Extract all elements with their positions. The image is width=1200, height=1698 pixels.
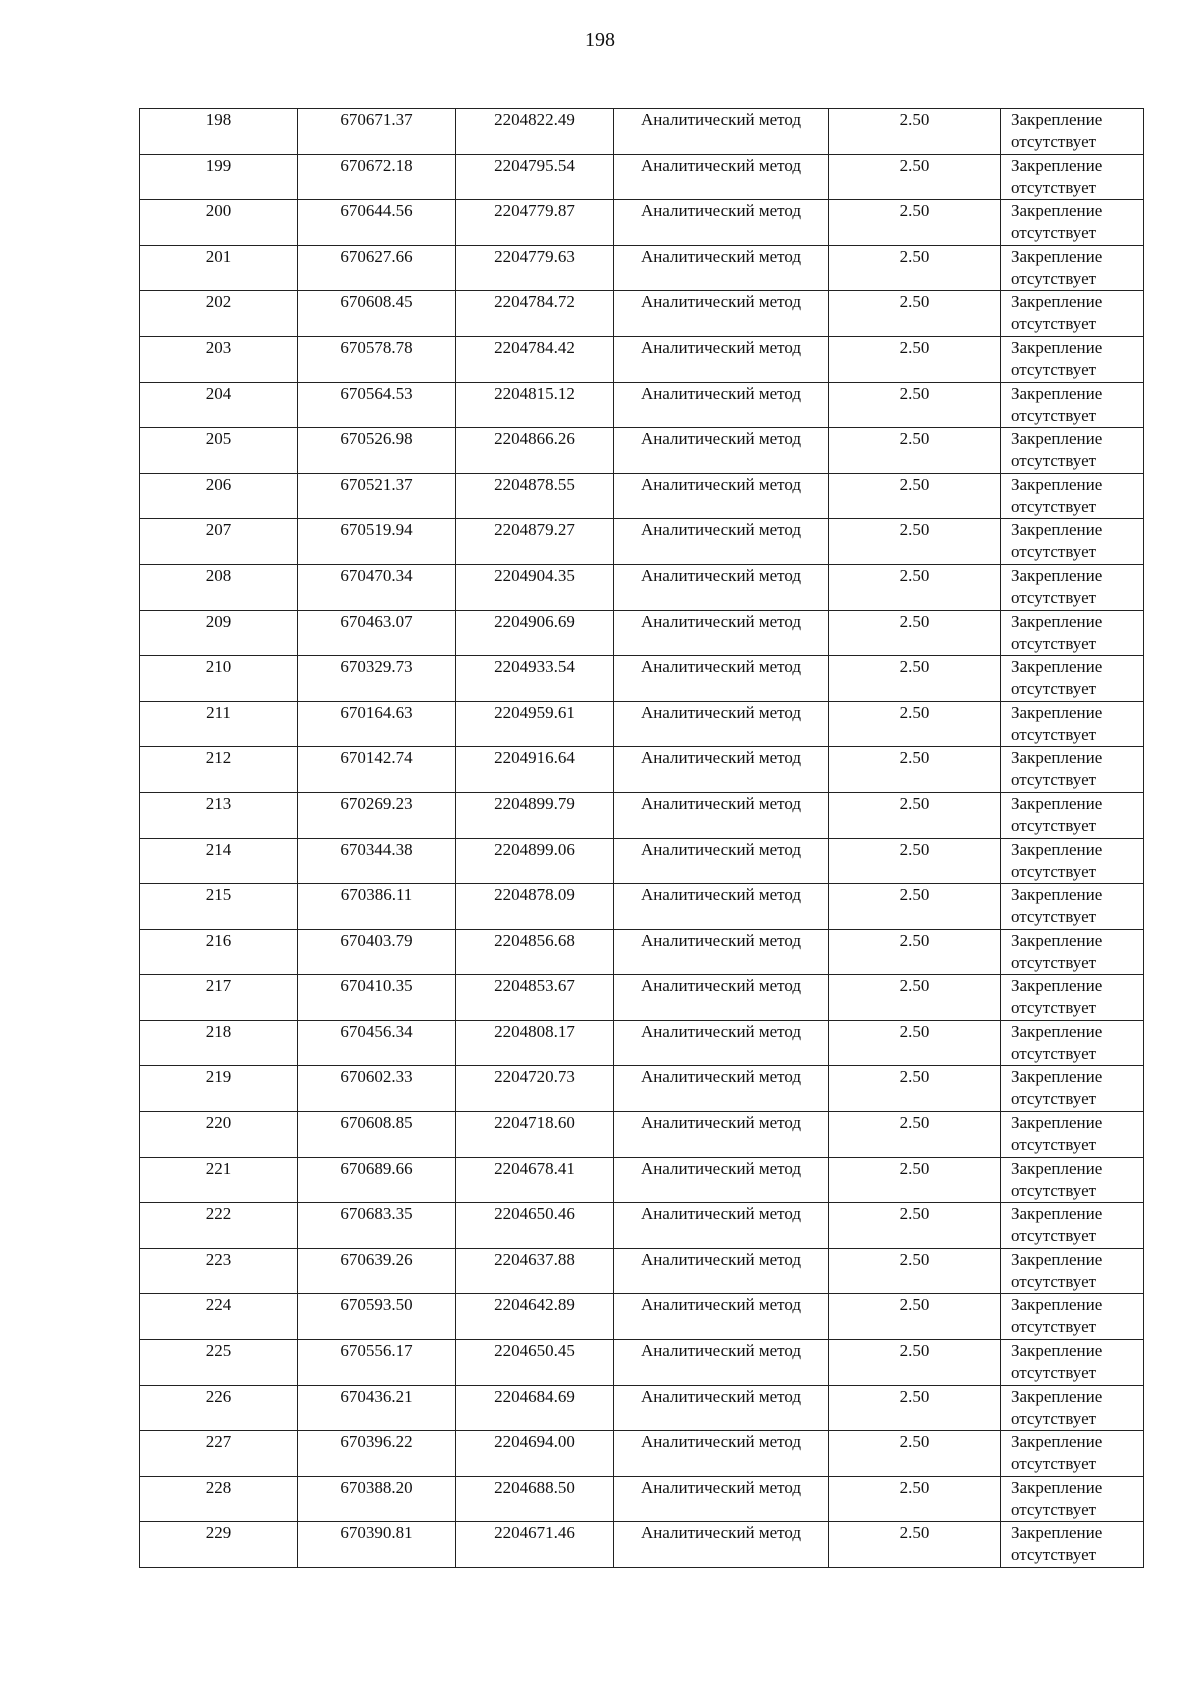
- fixation-cell: Закрепление отсутствует: [1001, 200, 1144, 246]
- method-cell: Аналитический метод: [614, 564, 829, 610]
- point-number-cell: 198: [140, 109, 298, 155]
- fixation-cell: Закрепление отсутствует: [1001, 656, 1144, 702]
- fixation-cell: Закрепление отсутствует: [1001, 245, 1144, 291]
- method-cell: Аналитический метод: [614, 747, 829, 793]
- fixation-cell: Закрепление отсутствует: [1001, 382, 1144, 428]
- coordinate-x-cell: 670344.38: [298, 838, 456, 884]
- coordinate-x-cell: 670608.85: [298, 1112, 456, 1158]
- fixation-cell: Закрепление отсутствует: [1001, 792, 1144, 838]
- coordinate-x-cell: 670329.73: [298, 656, 456, 702]
- method-cell: Аналитический метод: [614, 656, 829, 702]
- accuracy-cell: 2.50: [829, 1066, 1001, 1112]
- coordinate-x-cell: 670386.11: [298, 884, 456, 930]
- method-cell: Аналитический метод: [614, 1248, 829, 1294]
- fixation-cell: Закрепление отсутствует: [1001, 1020, 1144, 1066]
- method-cell: Аналитический метод: [614, 428, 829, 474]
- point-number-cell: 213: [140, 792, 298, 838]
- coordinate-x-cell: 670436.21: [298, 1385, 456, 1431]
- coordinate-y-cell: 2204878.09: [456, 884, 614, 930]
- accuracy-cell: 2.50: [829, 382, 1001, 428]
- point-number-cell: 210: [140, 656, 298, 702]
- coordinate-y-cell: 2204933.54: [456, 656, 614, 702]
- point-number-cell: 204: [140, 382, 298, 428]
- coordinate-x-cell: 670388.20: [298, 1476, 456, 1522]
- fixation-cell: Закрепление отсутствует: [1001, 884, 1144, 930]
- point-number-cell: 200: [140, 200, 298, 246]
- accuracy-cell: 2.50: [829, 1157, 1001, 1203]
- page-number: 198: [585, 29, 615, 51]
- point-number-cell: 206: [140, 473, 298, 519]
- table-row: [140, 929, 1144, 975]
- method-cell: Аналитический метод: [614, 1340, 829, 1386]
- accuracy-cell: 2.50: [829, 291, 1001, 337]
- coordinate-y-cell: 2204718.60: [456, 1112, 614, 1158]
- fixation-cell: Закрепление отсутствует: [1001, 473, 1144, 519]
- method-cell: Аналитический метод: [614, 382, 829, 428]
- coordinates-table: [139, 108, 1144, 1568]
- accuracy-cell: 2.50: [829, 154, 1001, 200]
- coordinate-y-cell: 2204808.17: [456, 1020, 614, 1066]
- coordinate-x-cell: 670519.94: [298, 519, 456, 565]
- coordinate-y-cell: 2204866.26: [456, 428, 614, 474]
- fixation-cell: Закрепление отсутствует: [1001, 1203, 1144, 1249]
- point-number-cell: 228: [140, 1476, 298, 1522]
- point-number-cell: 219: [140, 1066, 298, 1112]
- fixation-cell: Закрепление отсутствует: [1001, 1476, 1144, 1522]
- table-row: [140, 656, 1144, 702]
- method-cell: Аналитический метод: [614, 792, 829, 838]
- fixation-cell: Закрепление отсутствует: [1001, 1522, 1144, 1568]
- fixation-cell: Закрепление отсутствует: [1001, 747, 1144, 793]
- table-row: [140, 884, 1144, 930]
- method-cell: Аналитический метод: [614, 200, 829, 246]
- method-cell: Аналитический метод: [614, 1385, 829, 1431]
- coordinate-x-cell: 670683.35: [298, 1203, 456, 1249]
- coordinate-y-cell: 2204671.46: [456, 1522, 614, 1568]
- table-row: [140, 792, 1144, 838]
- coordinate-x-cell: 670671.37: [298, 109, 456, 155]
- fixation-cell: Закрепление отсутствует: [1001, 109, 1144, 155]
- coordinate-y-cell: 2204795.54: [456, 154, 614, 200]
- point-number-cell: 217: [140, 975, 298, 1021]
- method-cell: Аналитический метод: [614, 519, 829, 565]
- method-cell: Аналитический метод: [614, 1020, 829, 1066]
- method-cell: Аналитический метод: [614, 1294, 829, 1340]
- coordinate-y-cell: 2204784.72: [456, 291, 614, 337]
- coordinate-y-cell: 2204637.88: [456, 1248, 614, 1294]
- coordinate-x-cell: 670639.26: [298, 1248, 456, 1294]
- method-cell: Аналитический метод: [614, 1431, 829, 1477]
- coordinate-x-cell: 670463.07: [298, 610, 456, 656]
- point-number-cell: 223: [140, 1248, 298, 1294]
- coordinate-x-cell: 670456.34: [298, 1020, 456, 1066]
- point-number-cell: 214: [140, 838, 298, 884]
- coordinate-x-cell: 670672.18: [298, 154, 456, 200]
- accuracy-cell: 2.50: [829, 929, 1001, 975]
- point-number-cell: 222: [140, 1203, 298, 1249]
- table-row: [140, 109, 1144, 155]
- table-row: [140, 245, 1144, 291]
- table-row: [140, 838, 1144, 884]
- coordinate-x-cell: 670410.35: [298, 975, 456, 1021]
- coordinate-y-cell: 2204650.45: [456, 1340, 614, 1386]
- point-number-cell: 229: [140, 1522, 298, 1568]
- fixation-cell: Закрепление отсутствует: [1001, 428, 1144, 474]
- coordinate-y-cell: 2204899.79: [456, 792, 614, 838]
- coordinate-y-cell: 2204779.87: [456, 200, 614, 246]
- accuracy-cell: 2.50: [829, 1340, 1001, 1386]
- coordinate-y-cell: 2204959.61: [456, 701, 614, 747]
- accuracy-cell: 2.50: [829, 838, 1001, 884]
- coordinate-x-cell: 670556.17: [298, 1340, 456, 1386]
- coordinate-x-cell: 670521.37: [298, 473, 456, 519]
- accuracy-cell: 2.50: [829, 610, 1001, 656]
- point-number-cell: 199: [140, 154, 298, 200]
- coordinate-x-cell: 670689.66: [298, 1157, 456, 1203]
- accuracy-cell: 2.50: [829, 200, 1001, 246]
- point-number-cell: 202: [140, 291, 298, 337]
- table-row: [140, 428, 1144, 474]
- method-cell: Аналитический метод: [614, 291, 829, 337]
- method-cell: Аналитический метод: [614, 975, 829, 1021]
- coordinate-x-cell: 670142.74: [298, 747, 456, 793]
- accuracy-cell: 2.50: [829, 1203, 1001, 1249]
- table-row: [140, 747, 1144, 793]
- fixation-cell: Закрепление отсутствует: [1001, 1294, 1144, 1340]
- coordinate-x-cell: 670470.34: [298, 564, 456, 610]
- table-row: [140, 154, 1144, 200]
- accuracy-cell: 2.50: [829, 1248, 1001, 1294]
- table-row: [140, 336, 1144, 382]
- point-number-cell: 211: [140, 701, 298, 747]
- fixation-cell: Закрепление отсутствует: [1001, 975, 1144, 1021]
- point-number-cell: 203: [140, 336, 298, 382]
- coordinate-y-cell: 2204694.00: [456, 1431, 614, 1477]
- coordinate-y-cell: 2204684.69: [456, 1385, 614, 1431]
- accuracy-cell: 2.50: [829, 656, 1001, 702]
- accuracy-cell: 2.50: [829, 564, 1001, 610]
- method-cell: Аналитический метод: [614, 473, 829, 519]
- table-row: [140, 1340, 1144, 1386]
- coordinate-y-cell: 2204642.89: [456, 1294, 614, 1340]
- point-number-cell: 226: [140, 1385, 298, 1431]
- table-row: [140, 1112, 1144, 1158]
- coordinate-y-cell: 2204879.27: [456, 519, 614, 565]
- coordinate-y-cell: 2204899.06: [456, 838, 614, 884]
- point-number-cell: 218: [140, 1020, 298, 1066]
- table-row: [140, 1431, 1144, 1477]
- accuracy-cell: 2.50: [829, 701, 1001, 747]
- fixation-cell: Закрепление отсутствует: [1001, 1066, 1144, 1112]
- table-row: [140, 1476, 1144, 1522]
- accuracy-cell: 2.50: [829, 1294, 1001, 1340]
- table-row: [140, 564, 1144, 610]
- method-cell: Аналитический метод: [614, 884, 829, 930]
- coordinate-y-cell: 2204878.55: [456, 473, 614, 519]
- method-cell: Аналитический метод: [614, 1157, 829, 1203]
- coordinate-y-cell: 2204650.46: [456, 1203, 614, 1249]
- accuracy-cell: 2.50: [829, 428, 1001, 474]
- coordinate-y-cell: 2204815.12: [456, 382, 614, 428]
- accuracy-cell: 2.50: [829, 747, 1001, 793]
- fixation-cell: Закрепление отсутствует: [1001, 929, 1144, 975]
- method-cell: Аналитический метод: [614, 154, 829, 200]
- coordinate-x-cell: 670627.66: [298, 245, 456, 291]
- coordinate-x-cell: 670164.63: [298, 701, 456, 747]
- point-number-cell: 225: [140, 1340, 298, 1386]
- method-cell: Аналитический метод: [614, 109, 829, 155]
- method-cell: Аналитический метод: [614, 245, 829, 291]
- fixation-cell: Закрепление отсутствует: [1001, 1248, 1144, 1294]
- coordinate-y-cell: 2204678.41: [456, 1157, 614, 1203]
- accuracy-cell: 2.50: [829, 1020, 1001, 1066]
- coordinate-x-cell: 670602.33: [298, 1066, 456, 1112]
- method-cell: Аналитический метод: [614, 929, 829, 975]
- fixation-cell: Закрепление отсутствует: [1001, 336, 1144, 382]
- method-cell: Аналитический метод: [614, 1112, 829, 1158]
- point-number-cell: 207: [140, 519, 298, 565]
- table-row: [140, 519, 1144, 565]
- fixation-cell: Закрепление отсутствует: [1001, 154, 1144, 200]
- accuracy-cell: 2.50: [829, 109, 1001, 155]
- coordinate-x-cell: 670608.45: [298, 291, 456, 337]
- method-cell: Аналитический метод: [614, 336, 829, 382]
- table-row: [140, 975, 1144, 1021]
- coordinate-y-cell: 2204916.64: [456, 747, 614, 793]
- coordinate-y-cell: 2204904.35: [456, 564, 614, 610]
- fixation-cell: Закрепление отсутствует: [1001, 701, 1144, 747]
- method-cell: Аналитический метод: [614, 1203, 829, 1249]
- accuracy-cell: 2.50: [829, 1431, 1001, 1477]
- table-row: [140, 473, 1144, 519]
- accuracy-cell: 2.50: [829, 975, 1001, 1021]
- coordinates-table-body: [140, 109, 1144, 1568]
- coordinate-x-cell: 670403.79: [298, 929, 456, 975]
- coordinate-y-cell: 2204720.73: [456, 1066, 614, 1112]
- table-row: [140, 1294, 1144, 1340]
- method-cell: Аналитический метод: [614, 838, 829, 884]
- coordinate-x-cell: 670593.50: [298, 1294, 456, 1340]
- point-number-cell: 205: [140, 428, 298, 474]
- fixation-cell: Закрепление отсутствует: [1001, 610, 1144, 656]
- coordinate-y-cell: 2204856.68: [456, 929, 614, 975]
- point-number-cell: 209: [140, 610, 298, 656]
- coordinate-x-cell: 670578.78: [298, 336, 456, 382]
- coordinate-y-cell: 2204779.63: [456, 245, 614, 291]
- coordinate-y-cell: 2204784.42: [456, 336, 614, 382]
- fixation-cell: Закрепление отсутствует: [1001, 838, 1144, 884]
- fixation-cell: Закрепление отсутствует: [1001, 1431, 1144, 1477]
- accuracy-cell: 2.50: [829, 519, 1001, 565]
- coordinate-y-cell: 2204688.50: [456, 1476, 614, 1522]
- accuracy-cell: 2.50: [829, 884, 1001, 930]
- method-cell: Аналитический метод: [614, 1066, 829, 1112]
- point-number-cell: 227: [140, 1431, 298, 1477]
- accuracy-cell: 2.50: [829, 1476, 1001, 1522]
- fixation-cell: Закрепление отсутствует: [1001, 1385, 1144, 1431]
- table-row: [140, 1203, 1144, 1249]
- coordinate-y-cell: 2204853.67: [456, 975, 614, 1021]
- point-number-cell: 212: [140, 747, 298, 793]
- coordinate-x-cell: 670390.81: [298, 1522, 456, 1568]
- fixation-cell: Закрепление отсутствует: [1001, 564, 1144, 610]
- fixation-cell: Закрепление отсутствует: [1001, 1340, 1144, 1386]
- table-row: [140, 701, 1144, 747]
- point-number-cell: 201: [140, 245, 298, 291]
- table-row: [140, 610, 1144, 656]
- fixation-cell: Закрепление отсутствует: [1001, 519, 1144, 565]
- table-row: [140, 200, 1144, 246]
- accuracy-cell: 2.50: [829, 336, 1001, 382]
- method-cell: Аналитический метод: [614, 1522, 829, 1568]
- point-number-cell: 208: [140, 564, 298, 610]
- coordinate-y-cell: 2204822.49: [456, 109, 614, 155]
- accuracy-cell: 2.50: [829, 1385, 1001, 1431]
- point-number-cell: 215: [140, 884, 298, 930]
- accuracy-cell: 2.50: [829, 245, 1001, 291]
- table-row: [140, 382, 1144, 428]
- coordinate-x-cell: 670644.56: [298, 200, 456, 246]
- table-row: [140, 1522, 1144, 1568]
- coordinate-x-cell: 670526.98: [298, 428, 456, 474]
- coordinate-x-cell: 670564.53: [298, 382, 456, 428]
- point-number-cell: 216: [140, 929, 298, 975]
- coordinate-x-cell: 670396.22: [298, 1431, 456, 1477]
- coordinate-x-cell: 670269.23: [298, 792, 456, 838]
- table-row: [140, 1385, 1144, 1431]
- accuracy-cell: 2.50: [829, 792, 1001, 838]
- table-row: [140, 1248, 1144, 1294]
- table-row: [140, 1066, 1144, 1112]
- method-cell: Аналитический метод: [614, 1476, 829, 1522]
- fixation-cell: Закрепление отсутствует: [1001, 1112, 1144, 1158]
- accuracy-cell: 2.50: [829, 473, 1001, 519]
- accuracy-cell: 2.50: [829, 1522, 1001, 1568]
- table-row: [140, 291, 1144, 337]
- fixation-cell: Закрепление отсутствует: [1001, 1157, 1144, 1203]
- coordinate-y-cell: 2204906.69: [456, 610, 614, 656]
- fixation-cell: Закрепление отсутствует: [1001, 291, 1144, 337]
- point-number-cell: 221: [140, 1157, 298, 1203]
- accuracy-cell: 2.50: [829, 1112, 1001, 1158]
- table-row: [140, 1020, 1144, 1066]
- point-number-cell: 220: [140, 1112, 298, 1158]
- method-cell: Аналитический метод: [614, 701, 829, 747]
- point-number-cell: 224: [140, 1294, 298, 1340]
- table-row: [140, 1157, 1144, 1203]
- method-cell: Аналитический метод: [614, 610, 829, 656]
